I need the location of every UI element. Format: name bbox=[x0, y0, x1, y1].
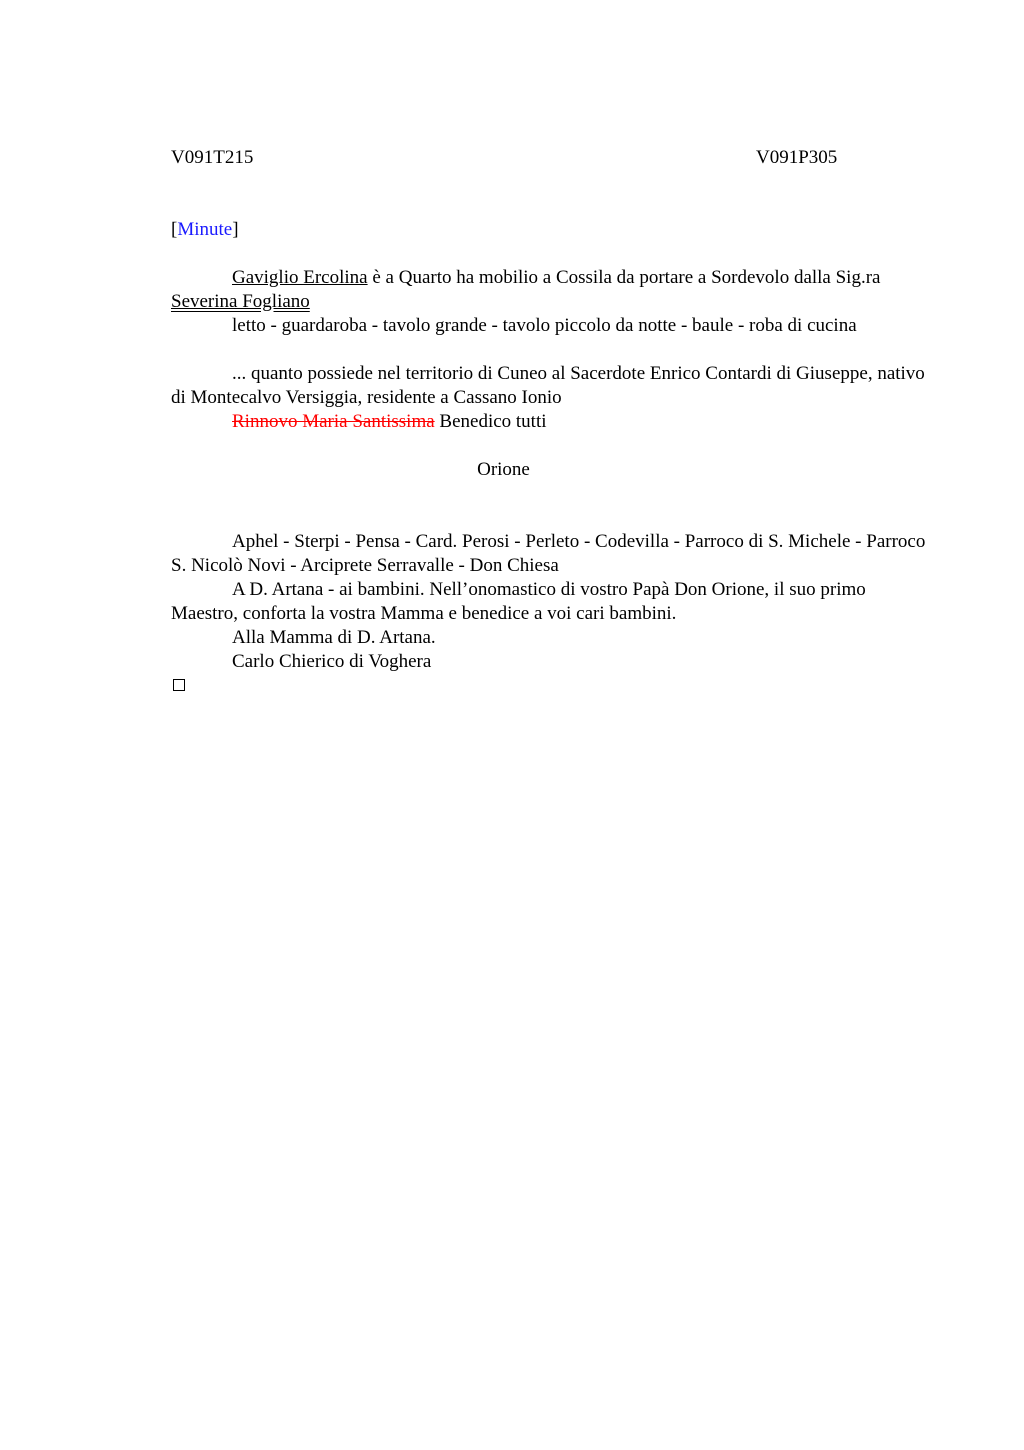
underlined-name-ercolina: Gaviglio Ercolina bbox=[232, 267, 368, 288]
empty-box-icon bbox=[173, 679, 185, 691]
section-label bbox=[171, 218, 931, 242]
signature: Orione bbox=[477, 459, 530, 480]
paragraph-blessing bbox=[171, 410, 931, 434]
paragraph-furniture-list: letto - guardaroba - tavolo grande - tavolo piccolo da notte - baule - roba di cucina bbox=[232, 315, 857, 336]
end-marker bbox=[171, 674, 931, 698]
paragraph-furniture-text: è a Quarto ha mobilio a Cossila da portare a Sordevolo dalla Sig.ra bbox=[367, 267, 881, 288]
paragraph-artana-mother: Alla Mamma di D. Artana. bbox=[232, 627, 436, 648]
section-bracket-close: ] bbox=[232, 219, 239, 240]
section-bracket-open: [ bbox=[171, 219, 178, 240]
double-underlined-name-fogliano: Severina Fogliano bbox=[171, 291, 310, 312]
spacer bbox=[171, 506, 931, 530]
spacer bbox=[171, 482, 931, 506]
document-header bbox=[171, 146, 931, 170]
paragraph-recipients: Aphel - Sterpi - Pensa - Card. Perosi - Perleto - Codevilla - Parroco di S. Michele - Parroco S. Nicolò Novi - Arciprete Serravalle - Don Chiesa bbox=[171, 531, 926, 576]
paragraph-artana-children: A D. Artana - ai bambini. Nell’onomastico di vostro Papà Don Orione, il suo primo Maestro, conforta la vostra Mamma e benedice a voi cari bambini. bbox=[171, 579, 866, 624]
section-label-link[interactable]: Minute bbox=[177, 219, 233, 240]
spacer bbox=[171, 338, 931, 362]
paragraph-bequest: ... quanto possiede nel territorio di Cuneo al Sacerdote Enrico Contardi di Giuseppe, nativo di Montecalvo Versiggia, residente a Cassano Ionio bbox=[171, 363, 925, 408]
paragraph-carlo: Carlo Chierico di Voghera bbox=[232, 651, 432, 672]
paragraph-furniture bbox=[171, 266, 931, 314]
spacer bbox=[171, 434, 931, 458]
spacer bbox=[171, 242, 931, 266]
struck-text: Rinnovo Maria Santissima bbox=[232, 411, 435, 432]
blessing-text: Benedico tutti bbox=[434, 411, 547, 432]
document-page bbox=[171, 146, 931, 698]
document-code-right: V091P305 bbox=[756, 147, 838, 168]
document-code-left: V091T215 bbox=[171, 147, 254, 168]
